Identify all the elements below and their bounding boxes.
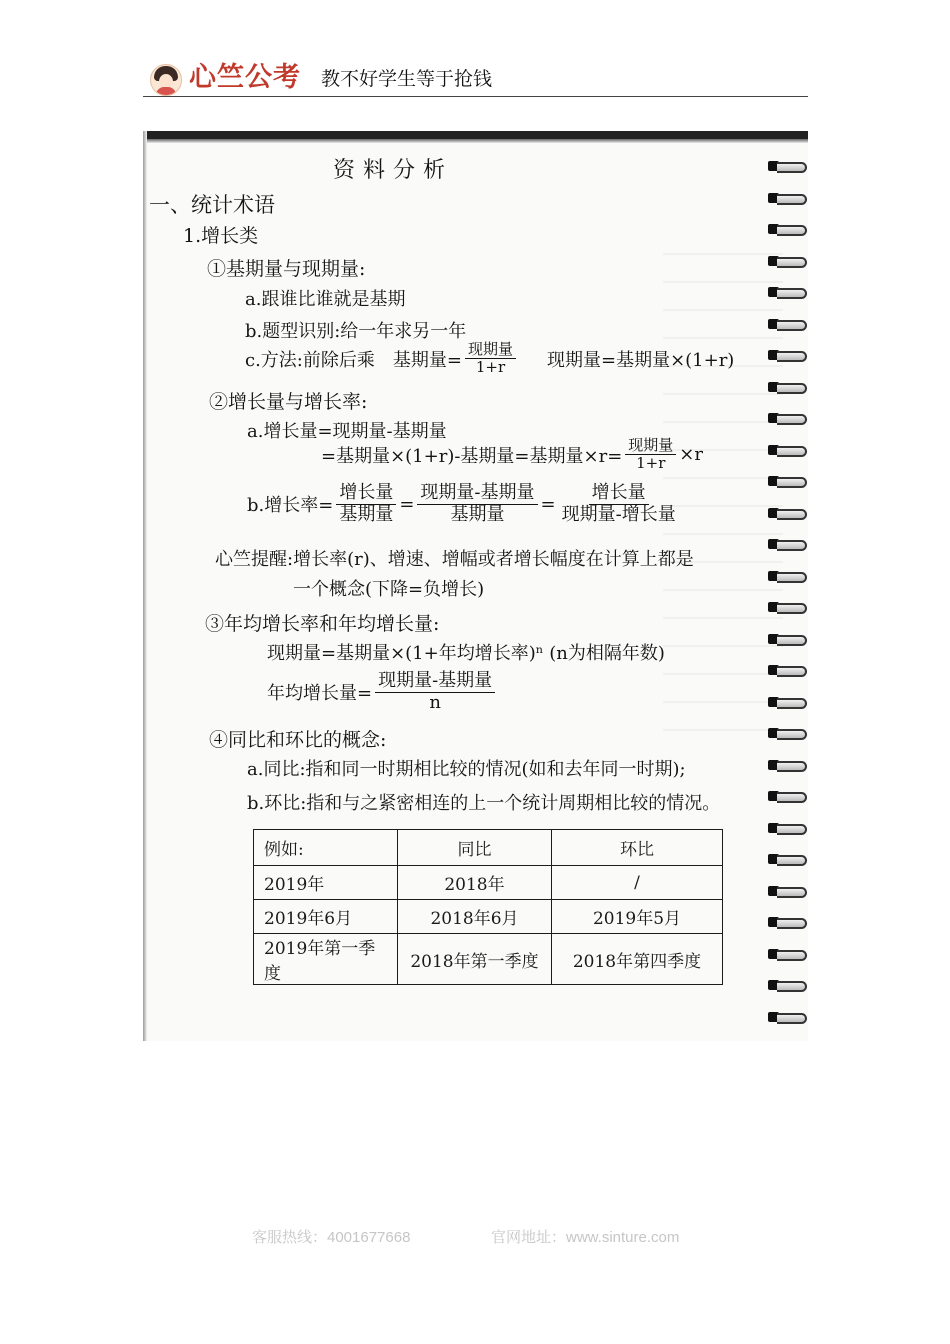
spiral-ring-icon: [768, 789, 806, 803]
table-cell: 2019年第一季度: [254, 934, 398, 985]
table-header-cell: 例如:: [254, 830, 398, 866]
table-cell: 2018年: [398, 866, 552, 900]
spiral-ring-icon: [768, 884, 806, 898]
photo-left-edge: [143, 131, 147, 1041]
section-heading: 一、统计术语: [149, 193, 275, 217]
fraction-numerator: 现期量: [465, 341, 516, 359]
spiral-ring-icon: [768, 191, 806, 205]
footer-website: 官网地址：www.sinture.com: [491, 1229, 680, 1246]
fraction-numerator: 现期量-基期量: [375, 671, 495, 693]
notes-title: 资料分析: [333, 158, 454, 183]
spiral-ring-icon: [768, 726, 806, 740]
subsection-heading: 1.增长类: [183, 225, 259, 247]
fraction-denominator: 1+r: [636, 454, 666, 473]
table-cell: 2018年6月: [398, 900, 552, 934]
item2-a2-fraction: [625, 437, 676, 473]
fraction-denominator: 1+r: [475, 358, 506, 377]
table-header-row: [254, 830, 723, 866]
table-cell: 2019年6月: [254, 900, 398, 934]
spiral-ring-icon: [768, 915, 806, 929]
item2-line-a1: a.增长量=现期量-基期量: [247, 421, 447, 442]
spiral-ring-icon: [768, 663, 806, 677]
item2-b-fraction-1: [336, 483, 396, 525]
footer-hotline: 客服热线：4001677668: [252, 1229, 411, 1246]
reminder-line-1: 心竺提醒:增长率(r)、增速、增幅或者增长幅度在计算上都是: [215, 549, 694, 570]
table-header-cell: 环比: [552, 830, 723, 866]
spiral-ring-icon: [768, 537, 806, 551]
item2-b-prefix: b.增长率=: [247, 495, 334, 517]
spiral-ring-icon: [768, 380, 806, 394]
spiral-ring-icon: [768, 474, 806, 488]
spiral-ring-icon: [768, 411, 806, 425]
item4-line-b: b.环比:指和与之紧密相连的上一个统计周期相比较的情况。: [247, 793, 721, 814]
spiral-ring-icon: [768, 222, 806, 236]
item3-fraction: [375, 671, 495, 713]
equals-sign: =: [540, 493, 556, 515]
spiral-ring-icon: [768, 758, 806, 772]
item3-formula-2-lhs: 年均增长量=: [267, 683, 373, 705]
spiral-ring-icon: [768, 695, 806, 709]
spiral-ring-icon: [768, 821, 806, 835]
item1-method-label: c.方法:前除后乘: [245, 349, 375, 371]
spiral-binding: [766, 159, 808, 1039]
fraction-denominator: 基期量: [339, 503, 394, 525]
spiral-ring-icon: [768, 632, 806, 646]
item3-formula-2: [267, 671, 498, 713]
item1-current-formula: 现期量=基期量×(1+r): [546, 349, 735, 371]
spiral-ring-icon: [768, 317, 806, 331]
spiral-ring-icon: [768, 506, 806, 520]
fraction-denominator: 现期量-增长量: [561, 503, 676, 525]
page-header: [143, 60, 808, 97]
table-row: [254, 900, 723, 934]
notebook-photo: [143, 131, 808, 1041]
item1-line-a: a.跟谁比谁就是基期: [245, 289, 406, 310]
item2-a2-suffix: ×r: [679, 444, 703, 466]
table-header-cell: 同比: [398, 830, 552, 866]
reminder-line-2: 一个概念(下降=负增长): [293, 579, 485, 600]
spiral-ring-icon: [768, 285, 806, 299]
spiral-ring-icon: [768, 254, 806, 268]
table-cell: 2018年第一季度: [398, 934, 552, 985]
item1-line-c: [245, 341, 734, 377]
brand-slogan: 教不好学生等于抢钱: [321, 68, 493, 90]
spiral-ring-icon: [768, 1010, 806, 1024]
photo-top-edge: [143, 131, 808, 139]
fraction-numerator: 现期量-基期量: [417, 483, 537, 505]
brand-logo-icon: [150, 64, 182, 96]
spiral-ring-icon: [768, 852, 806, 866]
spiral-ring-icon: [768, 348, 806, 362]
item3-formula-1: 现期量=基期量×(1+年均增长率)ⁿ (n为相隔年数): [267, 643, 665, 664]
table-cell: /: [552, 866, 723, 900]
bleed-through-texture: [663, 231, 783, 731]
item2-b-fraction-2: [417, 483, 537, 525]
fraction-numerator: 增长量: [336, 483, 396, 505]
fraction-denominator: n: [429, 691, 441, 713]
item2-a2-prefix: =基期量×(1+r)-基期量=基期量×r=: [321, 445, 623, 467]
item3-heading: ③年均增长率和年均增长量:: [205, 613, 440, 635]
item1-base-formula-lhs: 基期量=: [392, 349, 462, 371]
brand-name: 心竺公考: [189, 62, 301, 93]
spiral-ring-icon: [768, 600, 806, 614]
item2-line-b: [247, 483, 682, 525]
table-cell: 2018年第四季度: [552, 934, 723, 985]
spiral-ring-icon: [768, 978, 806, 992]
spiral-ring-icon: [768, 569, 806, 583]
spiral-ring-icon: [768, 947, 806, 961]
spiral-ring-icon: [768, 443, 806, 457]
comparison-table: [253, 829, 723, 985]
item1-base-fraction: [465, 341, 516, 377]
table-row: [254, 934, 723, 985]
table-cell: 2019年5月: [552, 900, 723, 934]
equals-sign: =: [399, 493, 415, 515]
item2-b-fraction-3: [559, 483, 679, 525]
item1-heading: ①基期量与现期量:: [207, 258, 366, 280]
fraction-numerator: 增长量: [589, 483, 649, 505]
table-row: [254, 866, 723, 900]
spiral-ring-icon: [768, 159, 806, 173]
item4-line-a: a.同比:指和同一时期相比较的情况(如和去年同一时期);: [247, 759, 686, 780]
photo-top-shadow: [143, 139, 808, 143]
fraction-numerator: 现期量: [625, 437, 676, 455]
item2-heading: ②增长量与增长率:: [209, 391, 368, 413]
table-cell: 2019年: [254, 866, 398, 900]
fraction-denominator: 基期量: [450, 503, 505, 525]
item2-line-a2: [321, 437, 703, 473]
item1-line-b: b.题型识别:给一年求另一年: [245, 321, 467, 342]
item4-heading: ④同比和环比的概念:: [209, 729, 387, 751]
